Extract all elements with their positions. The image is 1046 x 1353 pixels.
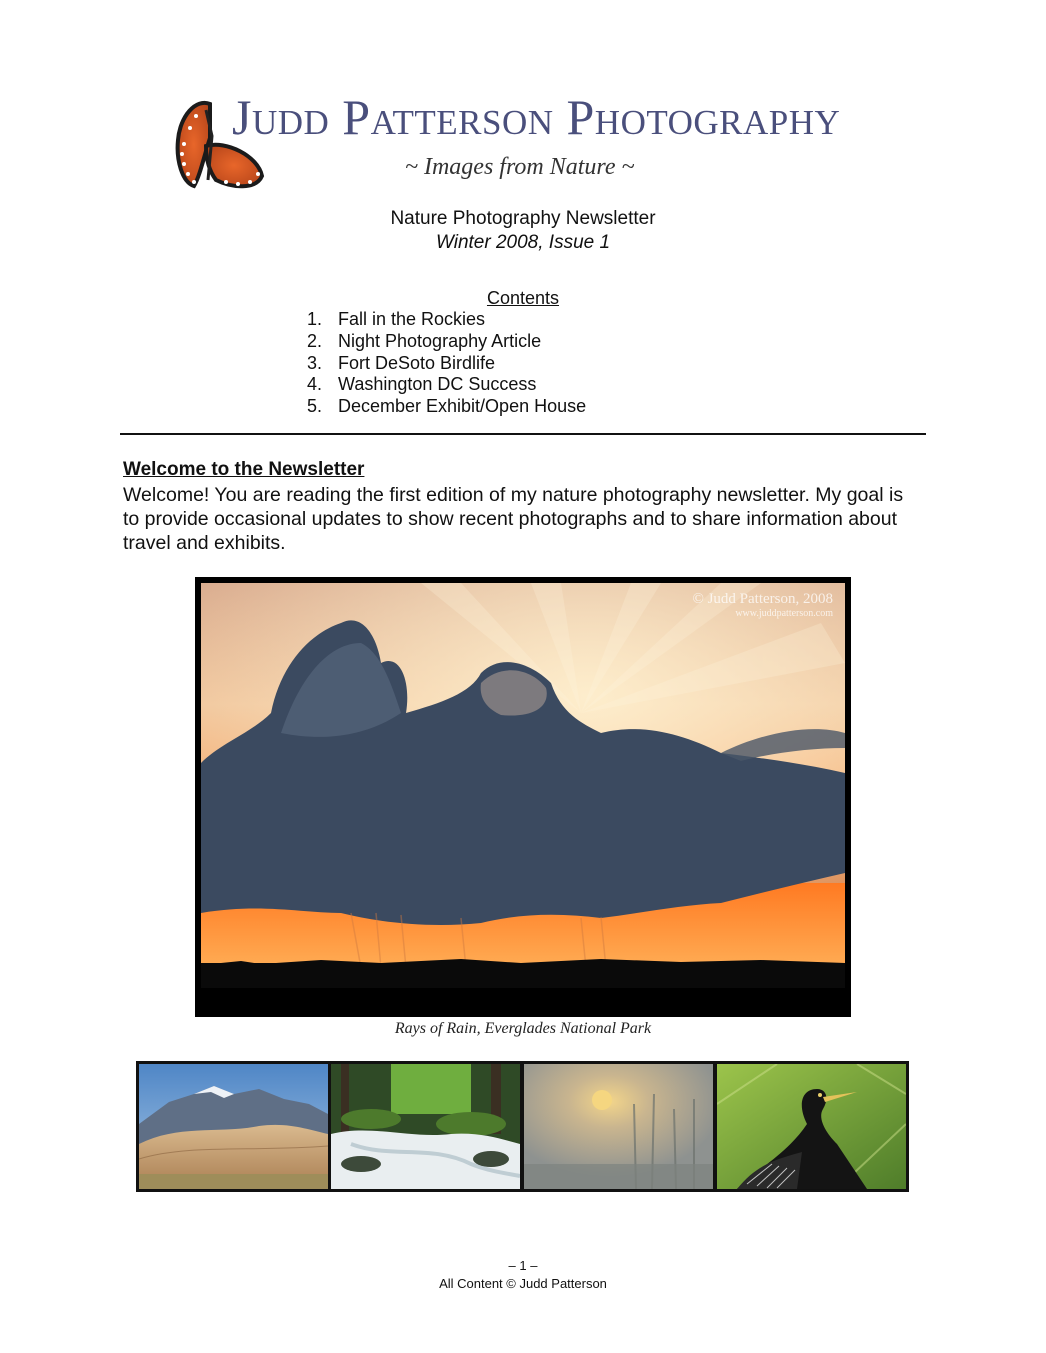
toc-number: 3. [307, 352, 323, 373]
toc-label: Night Photography Article [338, 330, 542, 351]
toc-label: Fall in the Rockies [338, 309, 486, 329]
toc-item [307, 353, 586, 375]
sunset-storm-photo [201, 583, 845, 988]
anhinga-bird-photo [717, 1064, 906, 1189]
main-photo-frame [195, 577, 851, 1017]
table-of-contents [307, 309, 586, 418]
toc-number: 2. [307, 330, 323, 351]
issue-label: Winter 2008, Issue 1 [435, 232, 611, 253]
watermark-copyright: © Judd Patterson, 2008 [692, 591, 833, 607]
toc-item [307, 396, 586, 418]
watermark-url: www.juddpatterson.com [735, 608, 833, 619]
page-number: – 1 – [508, 1258, 538, 1273]
toc-item [307, 374, 586, 396]
newsletter-name: Nature Photography Newsletter [390, 208, 656, 229]
photo-caption: Rays of Rain, Everglades National Park [394, 1020, 652, 1037]
toc-label: Washington DC Success [338, 374, 537, 395]
toc-item [307, 309, 586, 331]
toc-number: 5. [307, 396, 323, 417]
toc-number: 4. [307, 374, 323, 395]
divider [120, 433, 926, 435]
toc-number: 1. [307, 309, 323, 329]
logo-title: Judd Patterson Photography [232, 89, 841, 145]
welcome-heading: Welcome to the Newsletter [123, 459, 365, 480]
forest-stream-photo [331, 1064, 520, 1189]
sand-dunes-photo [139, 1064, 328, 1189]
welcome-body: Welcome! You are reading the first edition of my nature photography newsletter. My goal is to provide occasional updates to show recent photographs and to share information about travel and exhibits. [123, 484, 904, 554]
thumbnail-strip [136, 1061, 909, 1192]
contents-heading: Contents [486, 288, 560, 308]
footer-copyright: All Content © Judd Patterson [439, 1276, 607, 1291]
logo-tagline: ~ Images from Nature ~ [405, 154, 635, 180]
photo-watermark [692, 591, 833, 619]
toc-label: Fort DeSoto Birdlife [338, 352, 496, 373]
logo-banner [150, 82, 890, 210]
toc-label: December Exhibit/Open House [338, 396, 587, 417]
foggy-sunrise-photo [524, 1064, 713, 1189]
toc-item [307, 331, 586, 353]
